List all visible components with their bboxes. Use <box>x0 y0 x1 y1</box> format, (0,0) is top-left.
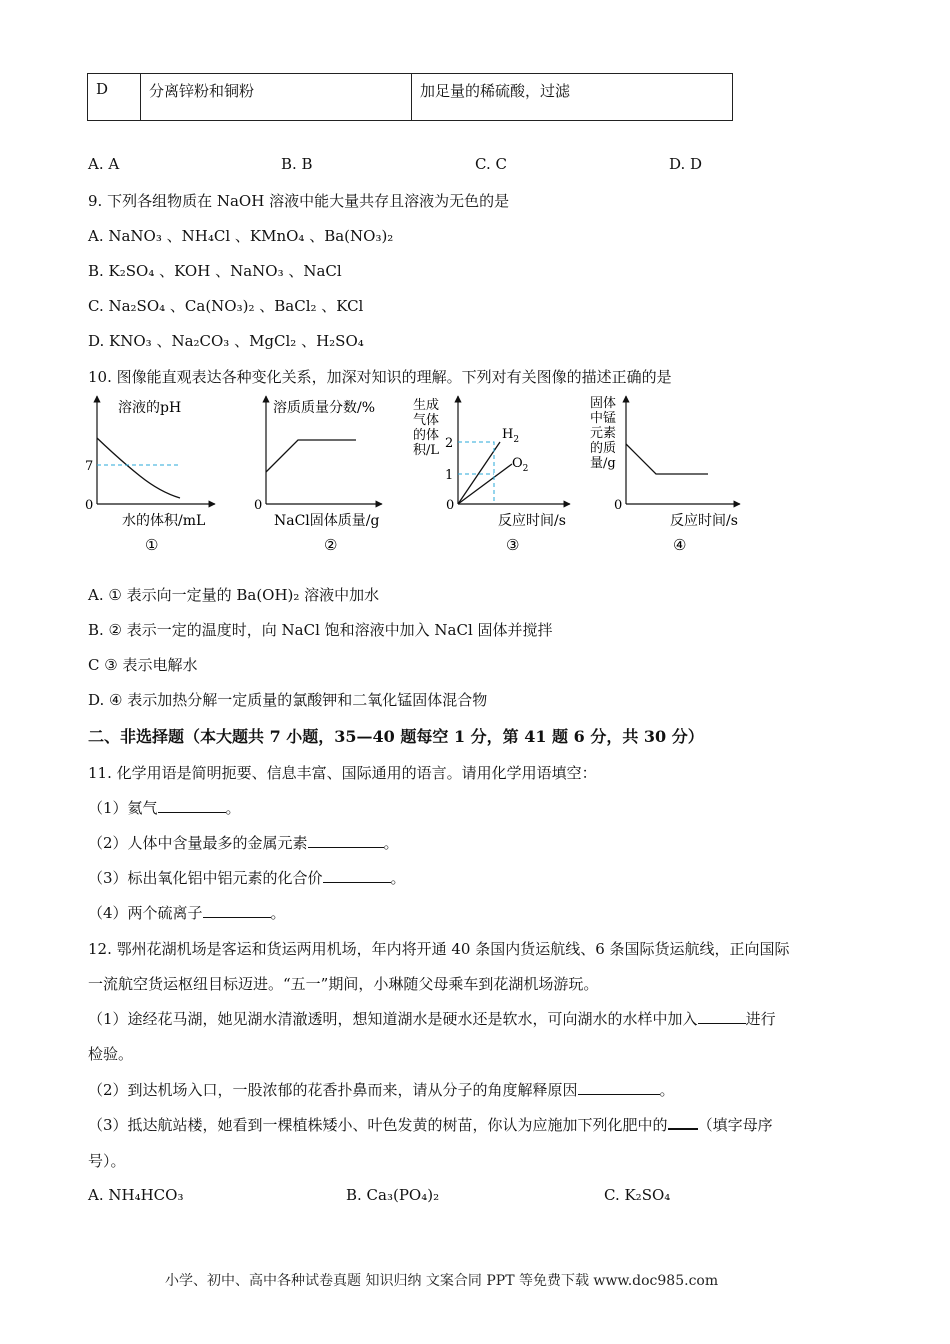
answer-blank[interactable] <box>203 903 271 918</box>
q11-item-4-end: 。 <box>270 904 286 922</box>
graph-2-origin: 0 <box>254 498 263 513</box>
page-footer: 小学、初中、高中各种试卷真题 知识归纳 文案合同 PPT 等免费下载 www.doc985.com <box>165 1273 719 1289</box>
q12-option-a[interactable]: A. NH₄HCO₃ <box>88 1186 184 1204</box>
graph-3-origin: 0 <box>446 498 455 513</box>
answer-table <box>87 73 733 121</box>
graph-3-ylabel-1: 生成 <box>413 398 440 413</box>
o2-line <box>458 464 512 504</box>
q9-stem: 9. 下列各组物质在 NaOH 溶液中能大量共存且溶液为无色的是 <box>88 192 510 210</box>
table-cell: 分离锌粉和铜粉 <box>141 74 412 121</box>
q12-part-1-cont: 检验。 <box>88 1045 134 1063</box>
graph-4-ylabel-3: 元素 <box>590 426 617 441</box>
graph-1-ylabel: 溶液的pH <box>118 400 182 416</box>
h2-subscript: 2 <box>513 435 520 445</box>
graph-3-ytick-2: 2 <box>445 436 454 451</box>
answer-blank[interactable] <box>698 1009 746 1024</box>
graph-3-ylabel-3: 的体 <box>413 428 440 443</box>
q10-stem: 10. 图像能直观表达各种变化关系，加深对知识的理解。下列对有关图像的描述正确的是 <box>88 368 672 386</box>
q10-option-a[interactable]: A. ① 表示向一定量的 Ba(OH)₂ 溶液中加水 <box>88 586 380 604</box>
q10-option-c[interactable]: C ③ 表示电解水 <box>88 656 198 674</box>
graph-1 <box>85 396 215 554</box>
concentration-line <box>266 440 356 472</box>
graph-4-ylabel-1: 固体 <box>590 396 617 411</box>
o2-label <box>512 456 528 474</box>
q9-option-a[interactable]: A. NaNO₃ 、NH₄Cl 、KMnO₄ 、Ba(NO₃)₂ <box>88 227 394 245</box>
graph-1-xlabel: 水的体积/mL <box>122 513 206 529</box>
graph-4 <box>590 395 740 554</box>
q8-option-d[interactable]: D. D <box>669 155 703 173</box>
graph-3 <box>413 396 570 554</box>
table-row <box>88 74 733 121</box>
q11-item-1-text: （1）氦气 <box>88 799 158 817</box>
ph-curve <box>97 438 180 498</box>
graph-2 <box>254 396 382 554</box>
graph-4-ylabel-4: 的质 <box>590 441 617 456</box>
q12-part-1 <box>88 1008 776 1029</box>
q12-part-2-end: 。 <box>659 1081 675 1099</box>
answer-blank[interactable] <box>668 1114 698 1130</box>
graph-2-xlabel: NaCl固体质量/g <box>274 513 380 529</box>
graph-3-ylabel-2: 气体 <box>413 413 440 428</box>
q12-part-3-cont: 号）。 <box>88 1152 126 1170</box>
q12-stem-line-2: 一流航空货运枢纽目标迈进。“五一”期间，小琳随父母乘车到花湖机场游玩。 <box>88 975 599 993</box>
q12-part-2-text: （2）到达机场入口，一股浓郁的花香扑鼻而来，请从分子的角度解释原因 <box>88 1081 578 1099</box>
graph-4-ylabel-5: 量/g <box>590 456 616 471</box>
q8-option-b[interactable]: B. B <box>281 155 313 173</box>
q8-option-a[interactable]: A. A <box>88 155 120 173</box>
q12-option-b[interactable]: B. Ca₃(PO₄)₂ <box>346 1186 440 1204</box>
q12-part-3-text: （3）抵达航站楼，她看到一棵植株矮小、叶色发黄的树苗，你认为应施加下列化肥中的 <box>88 1116 668 1134</box>
graph-3-xlabel: 反应时间/s <box>498 513 566 529</box>
graph-2-tag: ② <box>324 536 338 554</box>
graph-3-ylabel-4: 积/L <box>413 443 440 458</box>
answer-blank[interactable] <box>158 798 226 813</box>
q10-option-d[interactable]: D. ④ 表示加热分解一定质量的氯酸钾和二氧化锰固体混合物 <box>88 691 488 709</box>
graph-3-tag: ③ <box>506 536 520 554</box>
h2-label <box>502 427 519 445</box>
q12-part-2 <box>88 1079 675 1100</box>
q12-part-3 <box>88 1114 773 1135</box>
q9-option-c[interactable]: C. Na₂SO₄ 、Ca(NO₃)₂ 、BaCl₂ 、KCl <box>88 297 364 315</box>
q11-item-1 <box>88 797 241 818</box>
q12-stem-line-1: 12. 鄂州花湖机场是客运和货运两用机场，年内将开通 40 条国内货运航线、6 条国际货运航线，正向国际 <box>88 940 790 958</box>
o2-symbol: O <box>512 456 523 471</box>
mn-mass-line <box>626 444 708 474</box>
answer-blank[interactable] <box>323 868 391 883</box>
graph-1-ytick: 7 <box>85 459 94 474</box>
graph-4-xlabel: 反应时间/s <box>670 513 738 529</box>
table-cell: D <box>88 74 141 121</box>
q11-stem: 11. 化学用语是简明扼要、信息丰富、国际通用的语言。请用化学用语填空： <box>88 764 597 782</box>
q10-graphs <box>80 392 770 562</box>
q11-item-3 <box>88 867 406 888</box>
graph-4-ylabel-2: 中锰 <box>590 411 617 426</box>
graph-1-tag: ① <box>145 536 159 554</box>
q12-part-3-tail: （填字母序 <box>697 1116 773 1134</box>
q11-item-2-text: （2）人体中含量最多的金属元素 <box>88 834 308 852</box>
h2-dashed-guide <box>458 442 494 504</box>
q10-option-b[interactable]: B. ② 表示一定的温度时，向 NaCl 饱和溶液中加入 NaCl 固体并搅拌 <box>88 621 553 639</box>
q11-item-4-text: （4）两个硫离子 <box>88 904 203 922</box>
graph-4-tag: ④ <box>673 536 687 554</box>
q11-item-4 <box>88 902 286 923</box>
q11-item-3-end: 。 <box>390 869 406 887</box>
q11-item-1-end: 。 <box>225 799 241 817</box>
q8-option-c[interactable]: C. C <box>475 155 507 173</box>
graph-2-ylabel: 溶质质量分数/% <box>273 400 376 416</box>
q11-item-2 <box>88 832 399 853</box>
section-2-heading: 二、非选择题（本大题共 7 小题，35—40 题每空 1 分，第 41 题 6 分，共 30 分） <box>88 727 704 746</box>
graph-4-origin: 0 <box>614 498 623 513</box>
q12-option-c[interactable]: C. K₂SO₄ <box>604 1186 671 1204</box>
q12-part-1-text: （1）途经花马湖，她见湖水清澈透明，想知道湖水是硬水还是软水，可向湖水的水样中加入 <box>88 1010 698 1028</box>
answer-blank[interactable] <box>308 833 384 848</box>
q9-option-b[interactable]: B. K₂SO₄ 、KOH 、NaNO₃ 、NaCl <box>88 262 342 280</box>
graph-3-ytick-1: 1 <box>445 468 454 483</box>
q11-item-2-end: 。 <box>383 834 399 852</box>
o2-subscript: 2 <box>522 464 529 474</box>
q11-item-3-text: （3）标出氧化铝中铝元素的化合价 <box>88 869 323 887</box>
q12-part-1-tail: 进行 <box>745 1010 776 1028</box>
h2-symbol: H <box>502 427 514 442</box>
table-cell: 加足量的稀硫酸，过滤 <box>412 74 733 121</box>
q9-option-d[interactable]: D. KNO₃ 、Na₂CO₃ 、MgCl₂ 、H₂SO₄ <box>88 332 364 350</box>
graph-1-origin: 0 <box>85 498 94 513</box>
answer-blank[interactable] <box>578 1080 660 1095</box>
